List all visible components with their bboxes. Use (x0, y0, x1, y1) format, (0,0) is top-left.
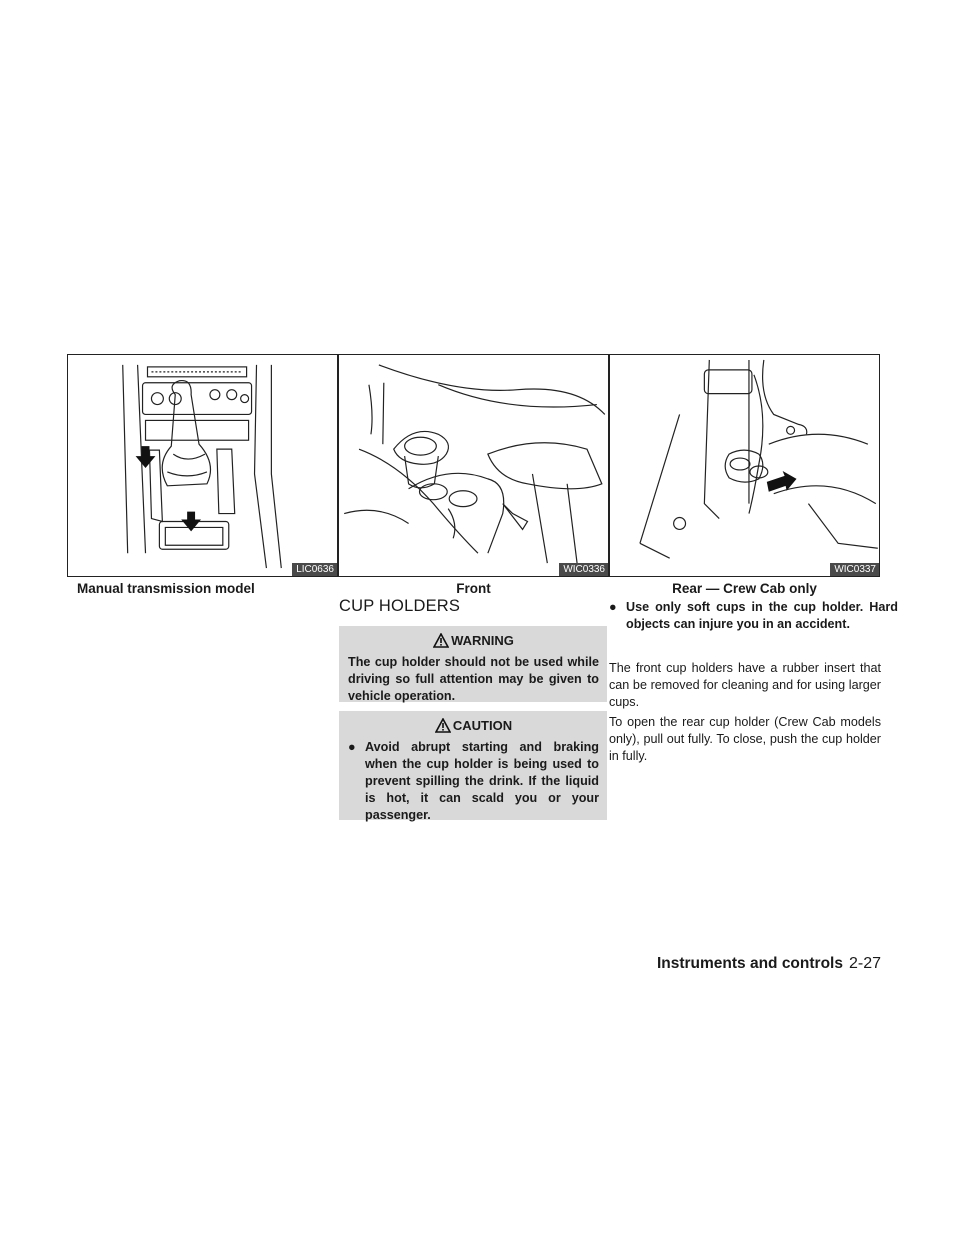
caution-heading (348, 717, 599, 735)
footer-section: Instruments and controls (656, 955, 843, 972)
paragraph-front-cup-holders: The front cup holders have a rubber insert that can be removed for cleaning and for using larger cups. (609, 661, 881, 709)
figure-rear-cup-holder (609, 354, 880, 577)
warning-triangle-icon (433, 633, 449, 648)
figure-front-cup-holder (338, 354, 609, 577)
figure-code: LIC0636 (292, 563, 337, 576)
front-cup-holder-illustration (339, 355, 608, 576)
warning-text: The cup holder should not be used while driving so full attention may be given to vehicle operation. (348, 655, 599, 703)
console-illustration (68, 355, 337, 576)
figure-caption: Rear — Crew Cab only (672, 581, 817, 596)
paragraph-rear-cup-holder: To open the rear cup holder (Crew Cab models only), pull out fully. To close, push the cup holder in fully. (609, 715, 881, 763)
warning-box (339, 626, 607, 702)
caution-triangle-icon (435, 718, 451, 733)
caution-box (339, 711, 607, 820)
caution-item (348, 739, 599, 824)
caution-heading-label: CAUTION (452, 718, 513, 733)
warning-heading (348, 632, 599, 650)
figure-code: WIC0337 (830, 563, 879, 576)
figure-caption: Front (456, 581, 491, 596)
section-title: CUP HOLDERS (339, 597, 461, 615)
caution-item-continued (609, 599, 898, 633)
warning-heading-label: WARNING (451, 633, 514, 648)
figure-manual-transmission (67, 354, 338, 577)
bullet-icon: ● (609, 600, 617, 614)
caution-item-text: Avoid abrupt starting and braking when the cup holder is being used to prevent spilling the drink. If the liquid is hot, it can scald you or your passenger. (365, 740, 599, 822)
page-number: 2-27 (848, 955, 881, 972)
figure-caption: Manual transmission model (77, 581, 255, 596)
caution-item-text: Use only soft cups in the cup holder. Hard objects can injure you in an accident. (626, 600, 898, 631)
figure-code: WIC0336 (559, 563, 608, 576)
rear-cup-holder-illustration (610, 355, 879, 576)
page-footer (657, 955, 881, 973)
bullet-icon: ● (348, 740, 356, 754)
